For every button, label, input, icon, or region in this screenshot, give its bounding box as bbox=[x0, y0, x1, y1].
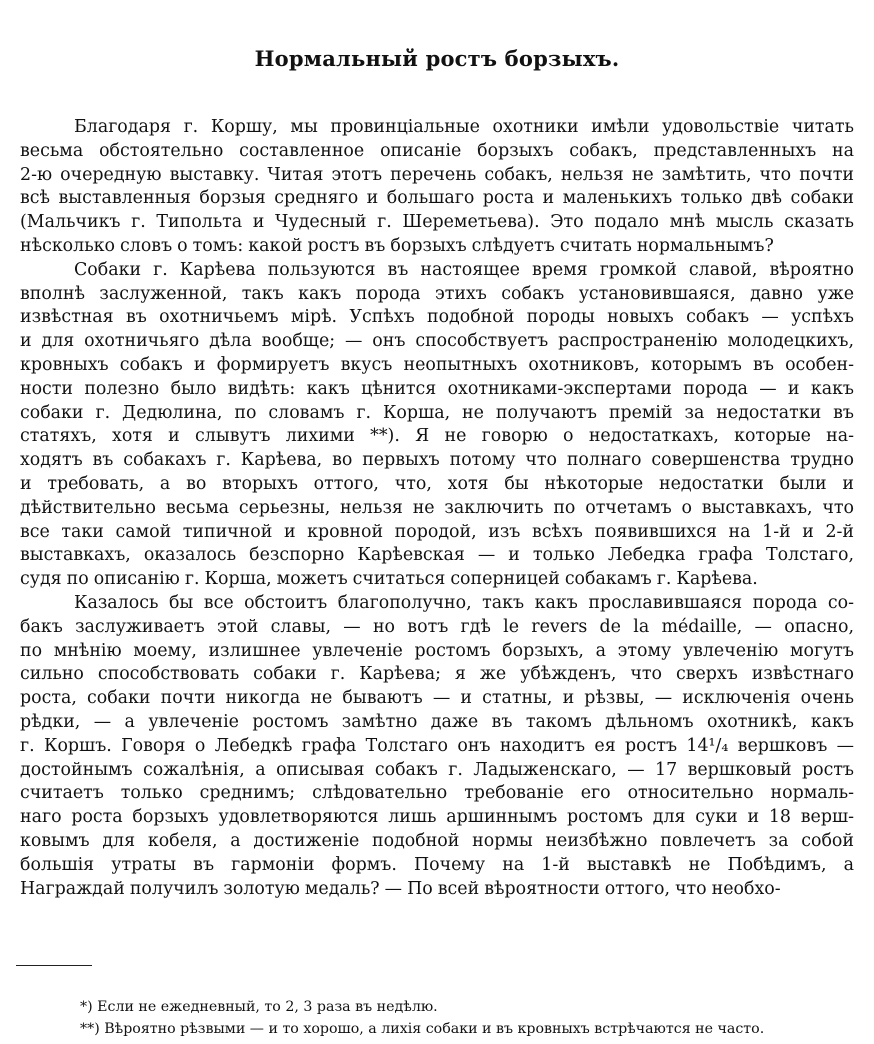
text-line: дѣйствительно весьма серьезны, нельзя не заключить по отчетамъ о выставкахъ, что bbox=[20, 497, 854, 518]
footnote-2: **) Вѣроятно рѣзвыми — и то хорошо, а лихія собаки и въ кровныхъ встрѣчаются не часто. bbox=[80, 1021, 765, 1037]
text-line: 2-ю очередную выставку. Читая этотъ перечень собакъ, нельзя не замѣтить, что почти bbox=[20, 164, 854, 185]
text-line: Собаки г. Карѣева пользуются въ настоящее время громкой славой, вѣроятно bbox=[74, 259, 854, 280]
text-line: Благодаря г. Коршу, мы провинціальные охотники имѣли удовольствіе читать bbox=[74, 117, 854, 137]
text-line: и для охотничьяго дѣла вообще; — онъ способствуетъ распространенію молодецкихъ, bbox=[20, 331, 854, 352]
text-line: и требовать, а во вторыхъ оттого, что, хотя бы нѣкоторые недостатки были и bbox=[20, 473, 854, 494]
footnote-divider bbox=[16, 965, 92, 966]
text-line: Награждай получилъ золотую медаль? — По всей вѣроятности оттого, что необхо- bbox=[20, 878, 781, 899]
paragraph bbox=[20, 116, 854, 259]
text-line: нѣсколько словъ о томъ: какой ростъ въ борзыхъ слѣдуетъ считать нормальнымъ? bbox=[20, 235, 774, 256]
article-body bbox=[20, 116, 854, 901]
text-line: ковымъ для кобеля, а достиженіе подобной нормы неизбѣжно повлечетъ за собой bbox=[20, 830, 854, 851]
text-line: г. Коршъ. Говоря о Лебедкѣ графа Толстаго онъ находитъ ея ростъ 14¹/₄ вершковъ — bbox=[20, 735, 854, 756]
text-line: роста, собаки почти никогда не бываютъ — и статны, и рѣзвы, — исключенія очень bbox=[20, 688, 854, 709]
text-line: извѣстная въ охотничьемъ мірѣ. Успѣхъ подобной породы новыхъ собакъ — успѣхъ bbox=[20, 307, 854, 328]
text-line: бакъ заслуживаетъ этой славы, — но вотъ гдѣ le revers de la médaille, — опасно, bbox=[20, 616, 854, 637]
footnote-1: *) Если не ежедневный, то 2, 3 раза въ недѣлю. bbox=[80, 999, 438, 1015]
text-line: собаки г. Дедюлина, по словамъ г. Корша, не получаютъ премій за недостатки въ bbox=[20, 402, 854, 423]
text-line: весьма обстоятельно составленное описаніе борзыхъ собакъ, представленныхъ на bbox=[20, 140, 854, 161]
text-line: ности полезно было видѣть: какъ цѣнится охотниками-экспертами порода — и какъ bbox=[20, 378, 854, 399]
text-line: по мнѣнію моему, излишнее увлеченіе ростомъ борзыхъ, а этому увлеченію могутъ bbox=[20, 640, 854, 661]
text-line: все таки самой типичной и кровной породой, изъ всѣхъ появившихся на 1-й и 2-й bbox=[20, 521, 854, 542]
text-line: (Мальчикъ г. Типольта и Чудесный г. Шереметьева). Это подало мнѣ мысль сказать bbox=[20, 212, 854, 233]
page-title: Нормальный ростъ борзыхъ. bbox=[254, 46, 620, 71]
text-line: достойнымъ сожалѣнія, а описывая собакъ г. Ладыженскаго, — 17 вершковый ростъ bbox=[20, 759, 854, 780]
text-line: кровныхъ собакъ и формируетъ вкусъ неопытныхъ охотниковъ, которымъ въ особен- bbox=[20, 354, 854, 375]
paragraph bbox=[20, 592, 854, 901]
text-line: рѣдки, — а увлеченіе ростомъ замѣтно даже въ такомъ дѣльномъ охотникѣ, какъ bbox=[20, 711, 854, 732]
text-line: считаетъ только среднимъ; слѣдовательно требованіе его относительно нормаль- bbox=[20, 783, 854, 804]
paragraph bbox=[20, 259, 854, 592]
text-line: всѣ выставленныя борзыя средняго и большаго роста и маленькихъ только двѣ собаки bbox=[20, 188, 854, 209]
text-line: наго роста борзыхъ удовлетворяются лишь аршиннымъ ростомъ для суки и 18 верш- bbox=[20, 807, 854, 828]
footnotes bbox=[80, 996, 860, 1040]
text-line: статяхъ, хотя и слывутъ лихими **). Я не говорю о недостаткахъ, которые на- bbox=[20, 426, 854, 447]
text-line: выставкахъ, оказалось безспорно Карѣевская — и только Лебедка графа Толстаго, bbox=[20, 545, 854, 566]
text-line: сильно способствовать собаки г. Карѣева; я же убѣжденъ, что сверхъ извѣстнаго bbox=[20, 664, 854, 685]
text-line: Казалось бы все обстоитъ благополучно, такъ какъ прославившаяся порода со- bbox=[74, 592, 854, 613]
text-line: вполнѣ заслуженной, такъ какъ порода этихъ собакъ установившаяся, давно уже bbox=[20, 283, 854, 304]
text-line: ходятъ въ собакахъ г. Карѣева, во первыхъ потому что полнаго совершенства трудно bbox=[20, 450, 854, 471]
text-line: судя по описанію г. Корша, можетъ считаться соперницей собакамъ г. Карѣева. bbox=[20, 569, 758, 590]
text-line: большія утраты въ гармоніи формъ. Почему на 1-й выставкѣ не Побѣдимъ, а bbox=[20, 854, 854, 875]
